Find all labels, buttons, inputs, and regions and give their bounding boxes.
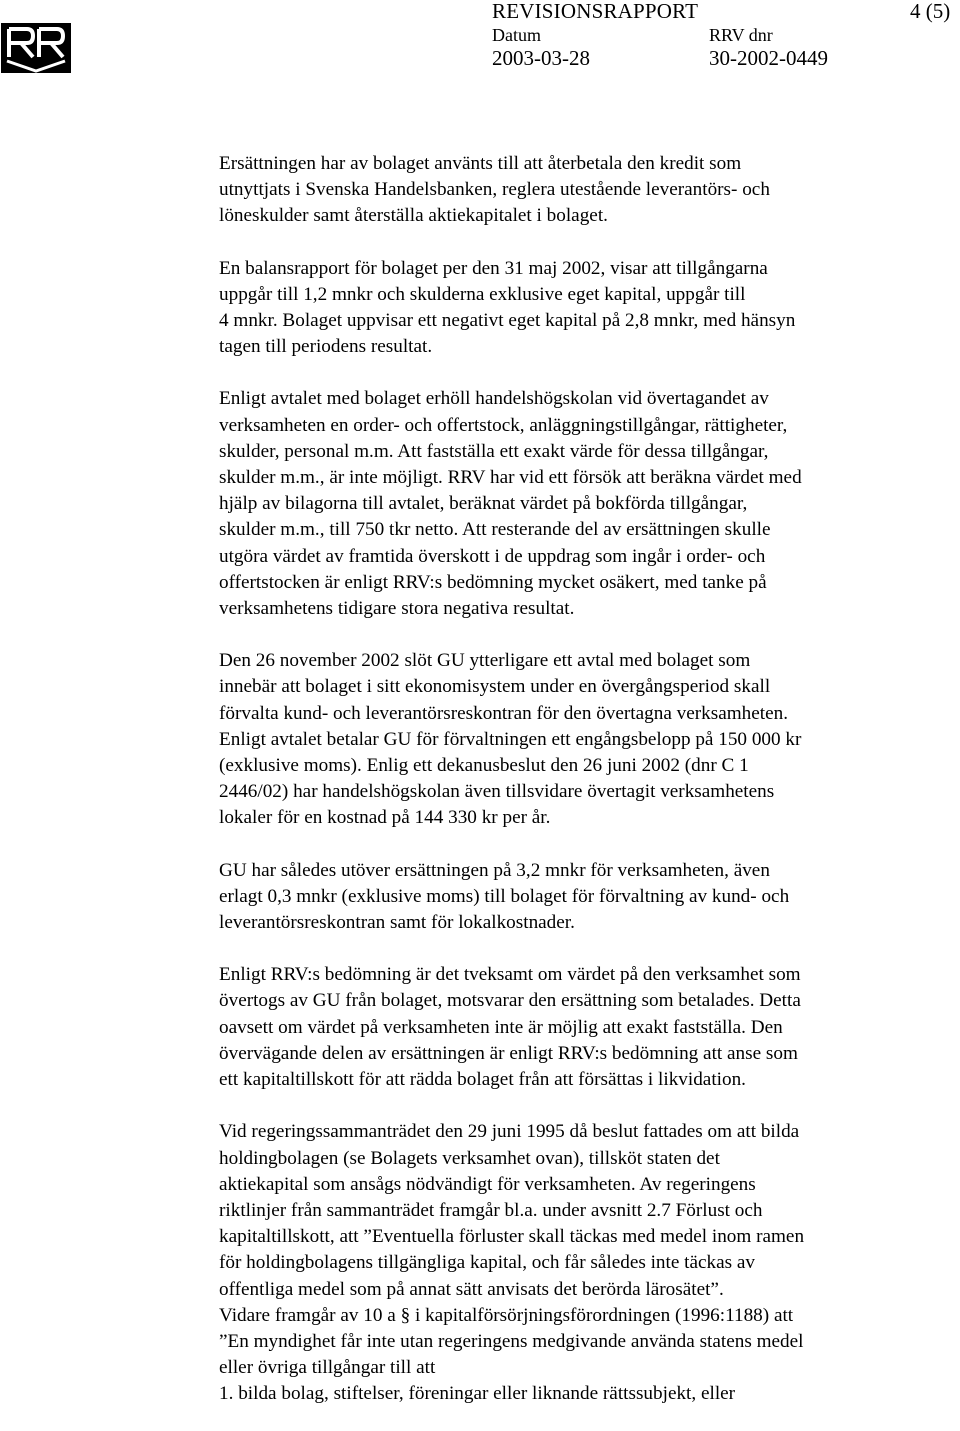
dnr-value: 30-2002-0449 [709, 46, 828, 70]
report-body [219, 151, 939, 1408]
page-number: 4 (5) [910, 0, 951, 23]
paragraph-government-decision: Vid regeringssammanträdet den 29 juni 1995 då beslut fattades om att bilda holdingbolagen (se Bolagets verksamhet ovan), tillsköt staten det aktiekapital som ansågs nödvändigt för verksamheten. Av regeringens riktlinjer från sammanträdet framgår bl.a. under avsnitt 2.7 Förlust och kapitaltillskott, att ”Eventuella förluster skall täckas med medel inom ramen för holdingbolagens tillgängliga kapital, och får således inte täckas av offentliga medel som på annat sätt anvisats det berörda lärosätet”. Vidare framgår av 10 a § i kapitalförsörjningsförordningen (1996:1188) att ”En myndighet får inte utan regeringens medgivande använda statens medel eller övriga tillgångar till att 1. bilda bolag, stiftelser, föreningar eller liknande rättssubjekt, eller [219, 1121, 805, 1405]
paragraph-november-agreement: Den 26 november 2002 slöt GU ytterligare ett avtal med bolaget som innebär att bolaget i sitt ekonomisystem under en övergångsperiod skall förvalta kund- och leverantörsreskontran för den övertagna verksamheten. Enligt avtalet betalar GU för förvaltningen ett engångsbelopp på 150 000 kr (exklusive moms). Enlig ett dekanusbeslut den 26 juni 2002 (dnr C 1 2446/02) har handelshögskolan även tillsvidare övertagit verksamhetens lokaler för en kostnad på 144 330 kr per år. [219, 650, 802, 829]
rrv-logo-mark [1, 23, 71, 73]
date-label: Datum [492, 25, 541, 45]
dnr-label: RRV dnr [709, 25, 773, 45]
paragraph-compensation-use: Ersättningen har av bolaget använts till att återbetala den kredit som utnyttjats i Svenska Handelsbanken, reglera utestående leverantörs- och löneskulder samt återställa aktiekapitalet i bolaget. [219, 153, 770, 227]
date-value: 2003-03-28 [492, 46, 590, 70]
paragraph-rrv-assessment: Enligt RRV:s bedömning är det tveksamt om värdet på den verksamhet som övertogs av GU från bolaget, motsvarar den ersättning som betalades. Detta oavsett om värdet på verksamheten inte är möjlig att exakt fastställa. Den övervägande delen av ersättningen är enligt RRV:s bedömning att anse som ett kapitaltillskott för att rädda bolaget från att försättas i likvidation. [219, 964, 801, 1091]
paragraph-balance-report: En balansrapport för bolaget per den 31 maj 2002, visar att tillgångarna uppgår till 1,2 mnkr och skulderna exklusive eget kapital, uppgår till 4 mnkr. Bolaget uppvisar ett negativt eget kapital på 2,8 mnkr, med hänsyn tagen till periodens resultat. [219, 257, 796, 358]
rrv-logo [1, 23, 71, 73]
paragraph-gu-payments: GU har således utöver ersättningen på 3,2 mnkr för verksamheten, även erlagt 0,3 mnkr (exklusive moms) till bolaget för förvaltning av kund- och leverantörsreskontran samt för lokalkostnader. [219, 859, 790, 934]
paragraph-agreement-assets: Enligt avtalet med bolaget erhöll handelshögskolan vid övertagandet av verksamheten en order- och offertstock, anläggningstillgångar, rättigheter, skulder, personal m.m. Att fastställa ett exakt värde för dessa tillgångar, skulder m.m., är inte möjligt. RRV har vid ett försök att beräkna värdet med hjälp av bilagorna till avtalet, beräknat värdet på bokförda tillgångar, skulder m.m., till 750 tkr netto. Att resterande del av ersättningen skulle utgöra värdet av framtida överskott i de uppdrag som ingår i order- och offertstocken är enligt RRV:s bedömning mycket osäkert, med tanke på verksamhetens tidigare stora negativa resultat. [219, 388, 802, 620]
report-title: REVISIONSRAPPORT [492, 0, 699, 23]
